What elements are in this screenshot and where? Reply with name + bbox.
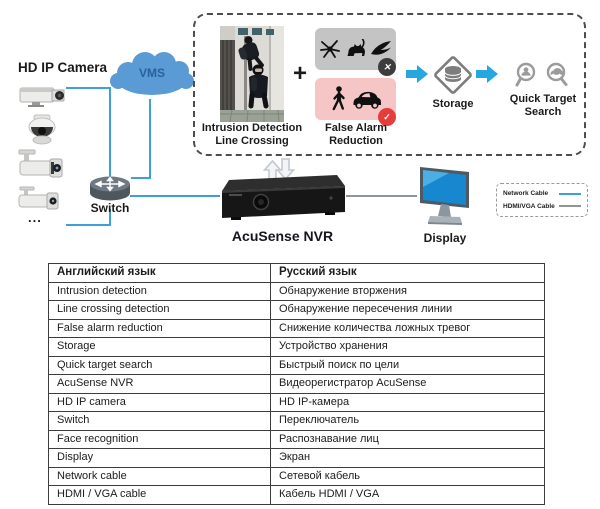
hd-ip-camera-label: HD IP Camera: [18, 60, 108, 75]
storage-label: Storage: [432, 98, 474, 110]
quick-target-search-label: [502, 93, 584, 119]
network-cable-wire: [131, 177, 151, 179]
cell-russian: Снижение количества ложных тревог: [271, 319, 545, 338]
cell-russian: Распознавание лиц: [271, 430, 545, 449]
bird-icon: [370, 40, 392, 58]
quick-target-label-line1: Quick Target: [509, 93, 577, 105]
legend-row-network: [503, 190, 581, 197]
cell-russian: Быстрый поиск по цели: [271, 356, 545, 375]
more-cameras-ellipsis: ...: [28, 210, 42, 225]
hdmi-vga-legend-line: [559, 205, 581, 207]
table-row: [49, 301, 545, 320]
network-cable-legend-label: Network Cable: [503, 190, 549, 198]
header-russian: Русский язык: [271, 264, 545, 283]
cell-russian: Устройство хранения: [271, 338, 545, 357]
cell-english: HDMI / VGA cable: [49, 486, 271, 505]
cell-russian: Видеорегистратор AcuSense: [271, 375, 545, 394]
cell-russian: Сетевой кабель: [271, 467, 545, 486]
vms-cloud-icon: [108, 50, 196, 107]
network-cable-wire: [66, 87, 111, 89]
cell-english: Intrusion detection: [49, 282, 271, 301]
false-alarm-label: [312, 122, 400, 148]
insect-icon: [320, 39, 340, 59]
quick-target-search-icons: [514, 61, 570, 88]
flow-arrow-icon: [406, 64, 428, 89]
cell-english: Line crossing detection: [49, 301, 271, 320]
flow-arrow-icon: [476, 64, 498, 89]
display-monitor-icon: [417, 165, 473, 232]
cell-english: Network cable: [49, 467, 271, 486]
cell-russian: HD IP-камера: [271, 393, 545, 412]
table-row: [49, 338, 545, 357]
table-row: [49, 486, 545, 505]
table-row: [49, 430, 545, 449]
translation-table-body: [49, 282, 545, 504]
table-row: [49, 282, 545, 301]
cell-english: False alarm reduction: [49, 319, 271, 338]
header-english: Английский язык: [49, 264, 271, 283]
network-cable-wire: [149, 99, 151, 179]
intrusion-label-line2: Line Crossing: [215, 135, 289, 147]
translation-table: [48, 263, 545, 505]
cell-russian: Обнаружение пересечения линии: [271, 301, 545, 320]
table-row: [49, 393, 545, 412]
plus-sign: +: [292, 60, 307, 87]
hdmi-vga-legend-label: HDMI/VGA Cable: [503, 202, 555, 210]
cell-russian: Кабель HDMI / VGA: [271, 486, 545, 505]
allow-badge: ✓: [378, 108, 396, 126]
network-cable-wire: [66, 224, 111, 226]
cell-russian: Переключатель: [271, 412, 545, 431]
bullet-camera-icon: [14, 148, 66, 189]
cell-english: AcuSense NVR: [49, 375, 271, 394]
cable-legend: [496, 183, 588, 217]
table-row: [49, 467, 545, 486]
vms-label: VMS: [138, 66, 165, 80]
box-camera-icon: [18, 82, 68, 115]
intrusion-photo: [220, 26, 284, 127]
intrusion-label-line1: Intrusion Detection: [201, 122, 303, 134]
search-person-icon: [514, 61, 541, 88]
cell-english: Display: [49, 449, 271, 468]
cell-english: Face recognition: [49, 430, 271, 449]
cell-english: Quick target search: [49, 356, 271, 375]
cat-icon: [345, 39, 365, 59]
cell-english: Switch: [49, 412, 271, 431]
person-icon: [330, 86, 347, 112]
cell-english: HD IP camera: [49, 393, 271, 412]
table-row: [49, 449, 545, 468]
table-row: [49, 412, 545, 431]
switch-label: Switch: [90, 201, 130, 215]
table-header-row: [49, 264, 545, 283]
intrusion-label: [194, 122, 310, 148]
table-row: [49, 375, 545, 394]
cell-english: Storage: [49, 338, 271, 357]
storage-icon: [432, 54, 474, 101]
table-row: [49, 319, 545, 338]
network-cable-legend-line: [559, 193, 581, 195]
legend-row-hdmi: [503, 203, 581, 210]
cell-russian: Обнаружение вторжения: [271, 282, 545, 301]
dome-camera-icon: [24, 114, 60, 151]
search-vehicle-icon: [543, 61, 570, 88]
car-icon: [352, 88, 382, 110]
network-cable-wire: [130, 195, 220, 197]
nvr-label: AcuSense NVR: [231, 228, 334, 244]
cell-russian: Экран: [271, 449, 545, 468]
table-row: [49, 356, 545, 375]
false-alarm-label-line2: Reduction: [329, 135, 383, 147]
hdmi-vga-cable-wire: [346, 195, 417, 197]
network-cable-wire: [109, 87, 111, 179]
nvr-device: [219, 174, 346, 229]
quick-target-label-line2: Search: [524, 106, 562, 118]
deny-badge: ✕: [378, 58, 396, 76]
display-label: Display: [423, 231, 467, 245]
false-alarm-label-line1: False Alarm: [325, 122, 387, 134]
